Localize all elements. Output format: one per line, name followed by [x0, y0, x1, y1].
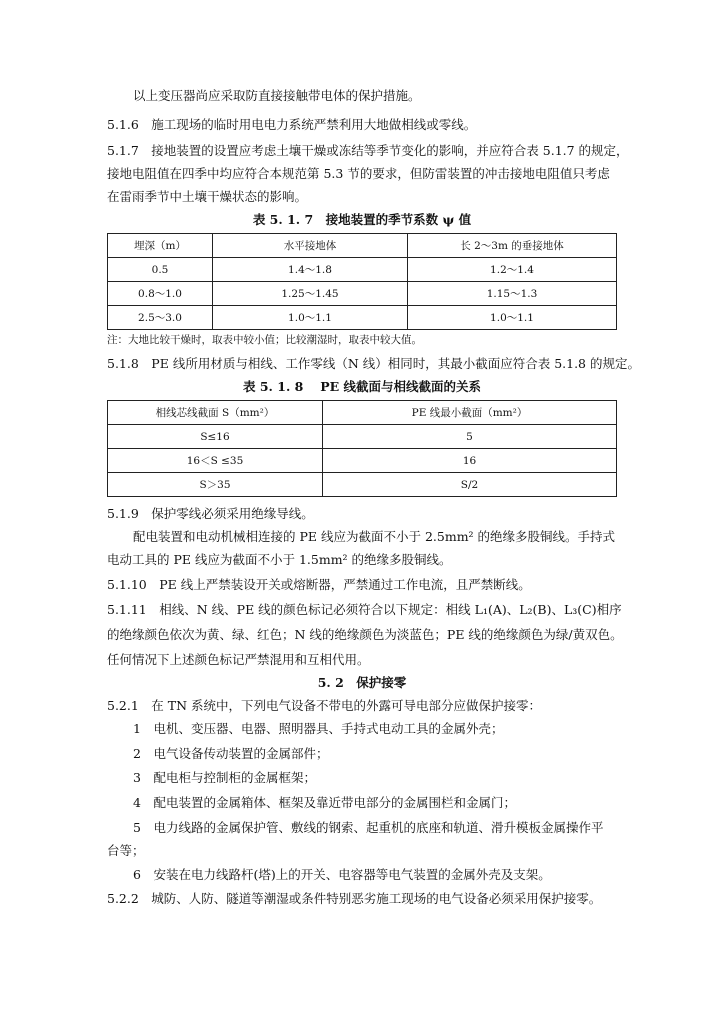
table-cell: S≤16 — [108, 425, 323, 449]
table-row — [108, 425, 617, 449]
table-header-cell: PE 线最小截面（mm²） — [323, 401, 617, 425]
clause-5-1-8: 5.1.8 PE 线所用材质与相线、工作零线（N 线）相同时，其最小截面应符合表 5.1.8 的规定。 — [107, 356, 640, 371]
list-item-continuation: 台等； — [107, 843, 145, 858]
list-item: 6 安装在电力线路杆(塔)上的开关、电容器等电气装置的金属外壳及支架。 — [133, 867, 551, 882]
clause-5-1-9: 5.1.9 保护零线必须采用绝缘导线。 — [107, 506, 314, 521]
table-cell: 16 — [323, 449, 617, 473]
clause-5-2-2: 5.2.2 城防、人防、隧道等潮湿或条件特别恶劣施工现场的电气设备必须采用保护接零。 — [107, 891, 602, 906]
table-cell: 1.4～1.8 — [213, 258, 408, 282]
seasonal-coefficient-table — [107, 233, 617, 330]
table-cell: S＞35 — [108, 473, 323, 497]
list-item: 2 电气设备传动装置的金属部件； — [133, 746, 329, 761]
table-row — [108, 449, 617, 473]
table-header-cell: 埋深（m） — [108, 234, 213, 258]
clause-5-1-7-line1: 5.1.7 接地装置的设置应考虑土壤干燥或冻结等季节变化的影响，并应符合表 5.1.7 的规定， — [107, 143, 629, 158]
clause-5-2-1: 5.2.1 在 TN 系统中，下列电气设备不带电的外露可导电部分应做保护接零： — [107, 698, 542, 713]
table-row — [108, 282, 617, 306]
paragraph: 配电装置和电动机械相连接的 PE 线应为截面不小于 2.5mm² 的绝缘多股铜线。手持式 — [133, 529, 616, 544]
list-item: 4 配电装置的金属箱体、框架及靠近带电部分的金属围栏和金属门； — [133, 795, 516, 810]
clause-5-1-11-line1: 5.1.11 相线、N 线、PE 线的颜色标记必须符合以下规定：相线 L₁(A)、L₂(B)、L₃(C)相序 — [107, 602, 622, 617]
list-item: 5 电力线路的金属保护管、敷线的钢索、起重机的底座和轨道、滑升模板金属操作平 — [133, 820, 604, 835]
table-row — [108, 258, 617, 282]
table-note: 注：大地比较干燥时，取表中较小值；比较潮湿时，取表中较大值。 — [107, 334, 422, 346]
table-header-cell: 长 2～3m 的垂接地体 — [408, 234, 617, 258]
table-cell: 1.15～1.3 — [408, 282, 617, 306]
table-cell: 1.0～1.1 — [408, 306, 617, 330]
table-row — [108, 473, 617, 497]
table-cell: S/2 — [323, 473, 617, 497]
list-item: 3 配电柜与控制柜的金属框架； — [133, 770, 316, 785]
table-cell: 0.5 — [108, 258, 213, 282]
table-header-cell: 水平接地体 — [213, 234, 408, 258]
paragraph: 电动工具的 PE 线应为截面不小于 1.5mm² 的绝缘多股铜线。 — [107, 552, 452, 567]
clause-5-1-11-line3: 任何情况下上述颜色标记严禁混用和互相代用。 — [107, 652, 370, 667]
table-cell: 0.8～1.0 — [108, 282, 213, 306]
table-cell: 5 — [323, 425, 617, 449]
paragraph: 以上变压器尚应采取防直接接触带电体的保护措施。 — [133, 88, 421, 103]
table-row — [108, 306, 617, 330]
table-header-cell: 相线芯线截面 S（mm²） — [108, 401, 323, 425]
table-cell: 16＜S ≤35 — [108, 449, 323, 473]
table-header-row — [108, 401, 617, 425]
clause-5-1-7-line3: 在雷雨季节中土壤干燥状态的影响。 — [107, 189, 308, 204]
clause-5-1-6: 5.1.6 施工现场的临时用电电力系统严禁利用大地做相线或零线。 — [107, 117, 477, 132]
section-heading: 5. 2 保护接零 — [317, 675, 407, 690]
clause-5-1-11-line2: 的绝缘颜色依次为黄、绿、红色；N 线的绝缘颜色为淡蓝色；PE 线的绝缘颜色为绿/黄双色。 — [107, 627, 623, 642]
table-cell: 1.2～1.4 — [408, 258, 617, 282]
table-caption: 表 5. 1. 8 PE 线截面与相线截面的关系 — [243, 379, 481, 394]
table-caption: 表 5. 1. 7 接地装置的季节系数 ψ 值 — [252, 212, 472, 227]
table-cell: 1.25～1.45 — [213, 282, 408, 306]
clause-5-1-10: 5.1.10 PE 线上严禁装设开关或熔断器，严禁通过工作电流，且严禁断线。 — [107, 577, 531, 592]
table-cell: 2.5～3.0 — [108, 306, 213, 330]
table-cell: 1.0～1.1 — [213, 306, 408, 330]
table-header-row — [108, 234, 617, 258]
clause-5-1-7-line2: 接地电阻值在四季中均应符合本规范第 5.3 节的要求，但防雷装置的冲击接地电阻值只考虑 — [107, 166, 610, 181]
pe-section-table — [107, 400, 617, 497]
list-item: 1 电机、变压器、电器、照明器具、手持式电动工具的金属外壳； — [133, 721, 504, 736]
